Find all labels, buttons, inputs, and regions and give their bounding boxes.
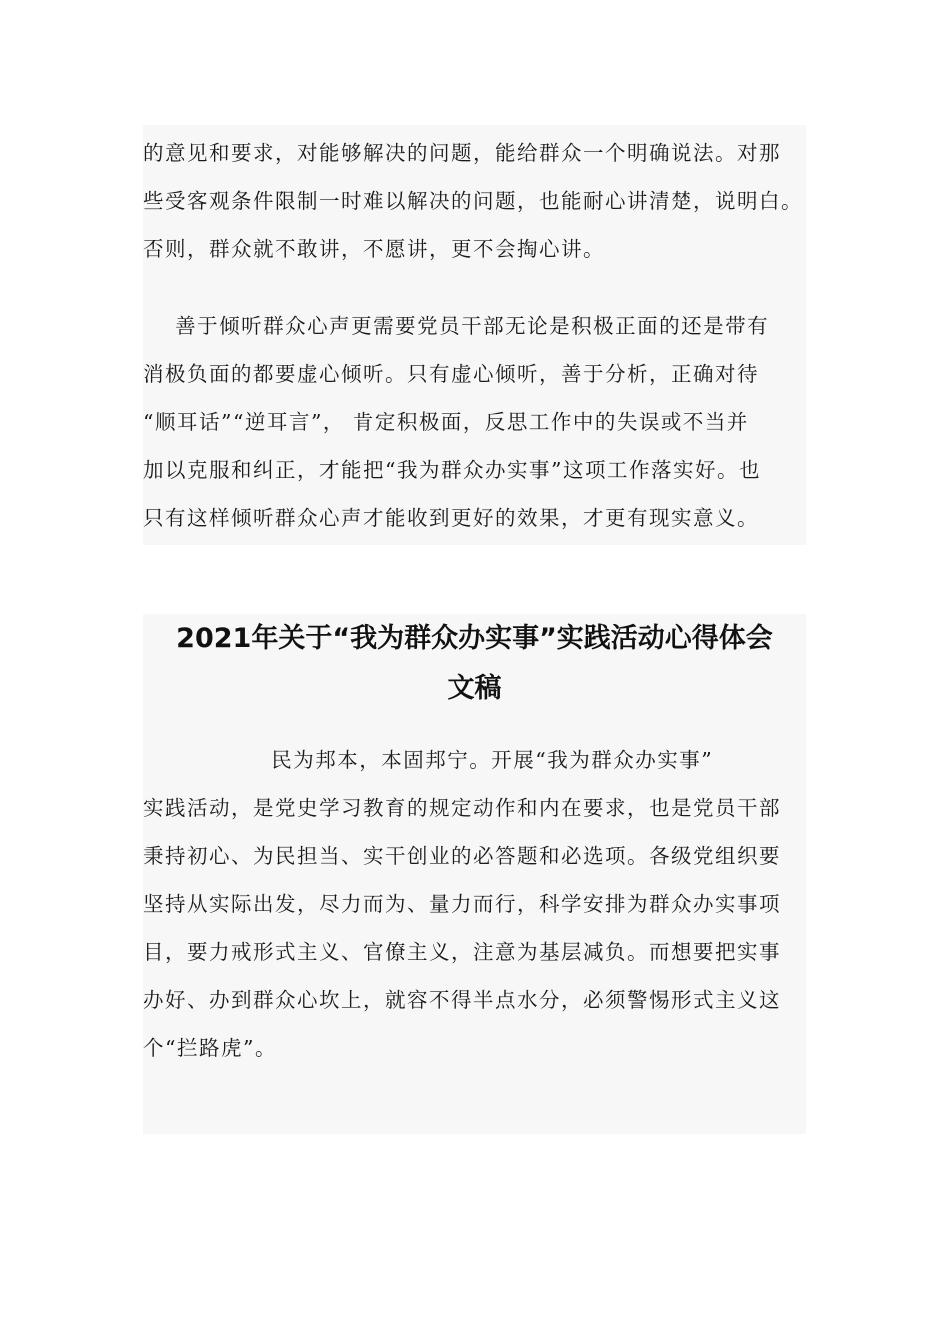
text-line: 秉持初心、为民担当、实干创业的必答题和必选项。各级党组织要 [143,844,781,868]
text-line: 办好、办到群众心坎上，就容不得半点水分，必须警惕形式主义这 [143,988,781,1012]
paragraph-listening [143,302,806,542]
article-title [143,614,806,714]
text-line: 的意见和要求，对能够解决的问题，能给群众一个明确说法。对那 [143,141,781,165]
text-line: 加以克服和纠正，才能把“我为群众办实事”这项工作落实好。也 [143,458,761,482]
title-line: 2021年关于“我为群众办实事”实践活动心得体会 [176,623,773,654]
title-line: 文稿 [447,673,502,704]
text-line: 善于倾听群众心声更需要党员干部无论是积极正面的还是带有 [143,314,770,338]
text-line: 消极负面的都要虚心倾听。只有虚心倾听，善于分析，正确对待 [143,362,759,386]
text-line: 目，要力戒形式主义、官僚主义，注意为基层减负。而想要把实事 [143,940,781,964]
text-line: 否则，群众就不敢讲，不愿讲，更不会掏心讲。 [143,237,605,261]
paragraph-intro [143,736,806,1072]
text-line: 个“拦路虎”。 [143,1036,277,1060]
article-block [143,614,806,1134]
text-line: 些受客观条件限制一时难以解决的问题，也能耐心讲清楚，说明白。 [143,189,803,213]
text-line: “顺耳话”“逆耳言”， 肯定积极面，反思工作中的失误或不当并 [143,410,749,434]
text-line: 坚持从实际出发，尽力而为、量力而行，科学安排为群众办实事项 [143,892,781,916]
paragraph-continued [143,129,806,273]
text-block-continued [143,125,806,545]
text-line: 只有这样倾听群众心声才能收到更好的效果，才更有现实意义。 [143,506,759,530]
text-line: 实践活动，是党史学习教育的规定动作和内在要求，也是党员干部 [143,796,781,820]
text-line: 民为邦本，本固邦宁。开展“我为群众办实事” [143,748,714,772]
